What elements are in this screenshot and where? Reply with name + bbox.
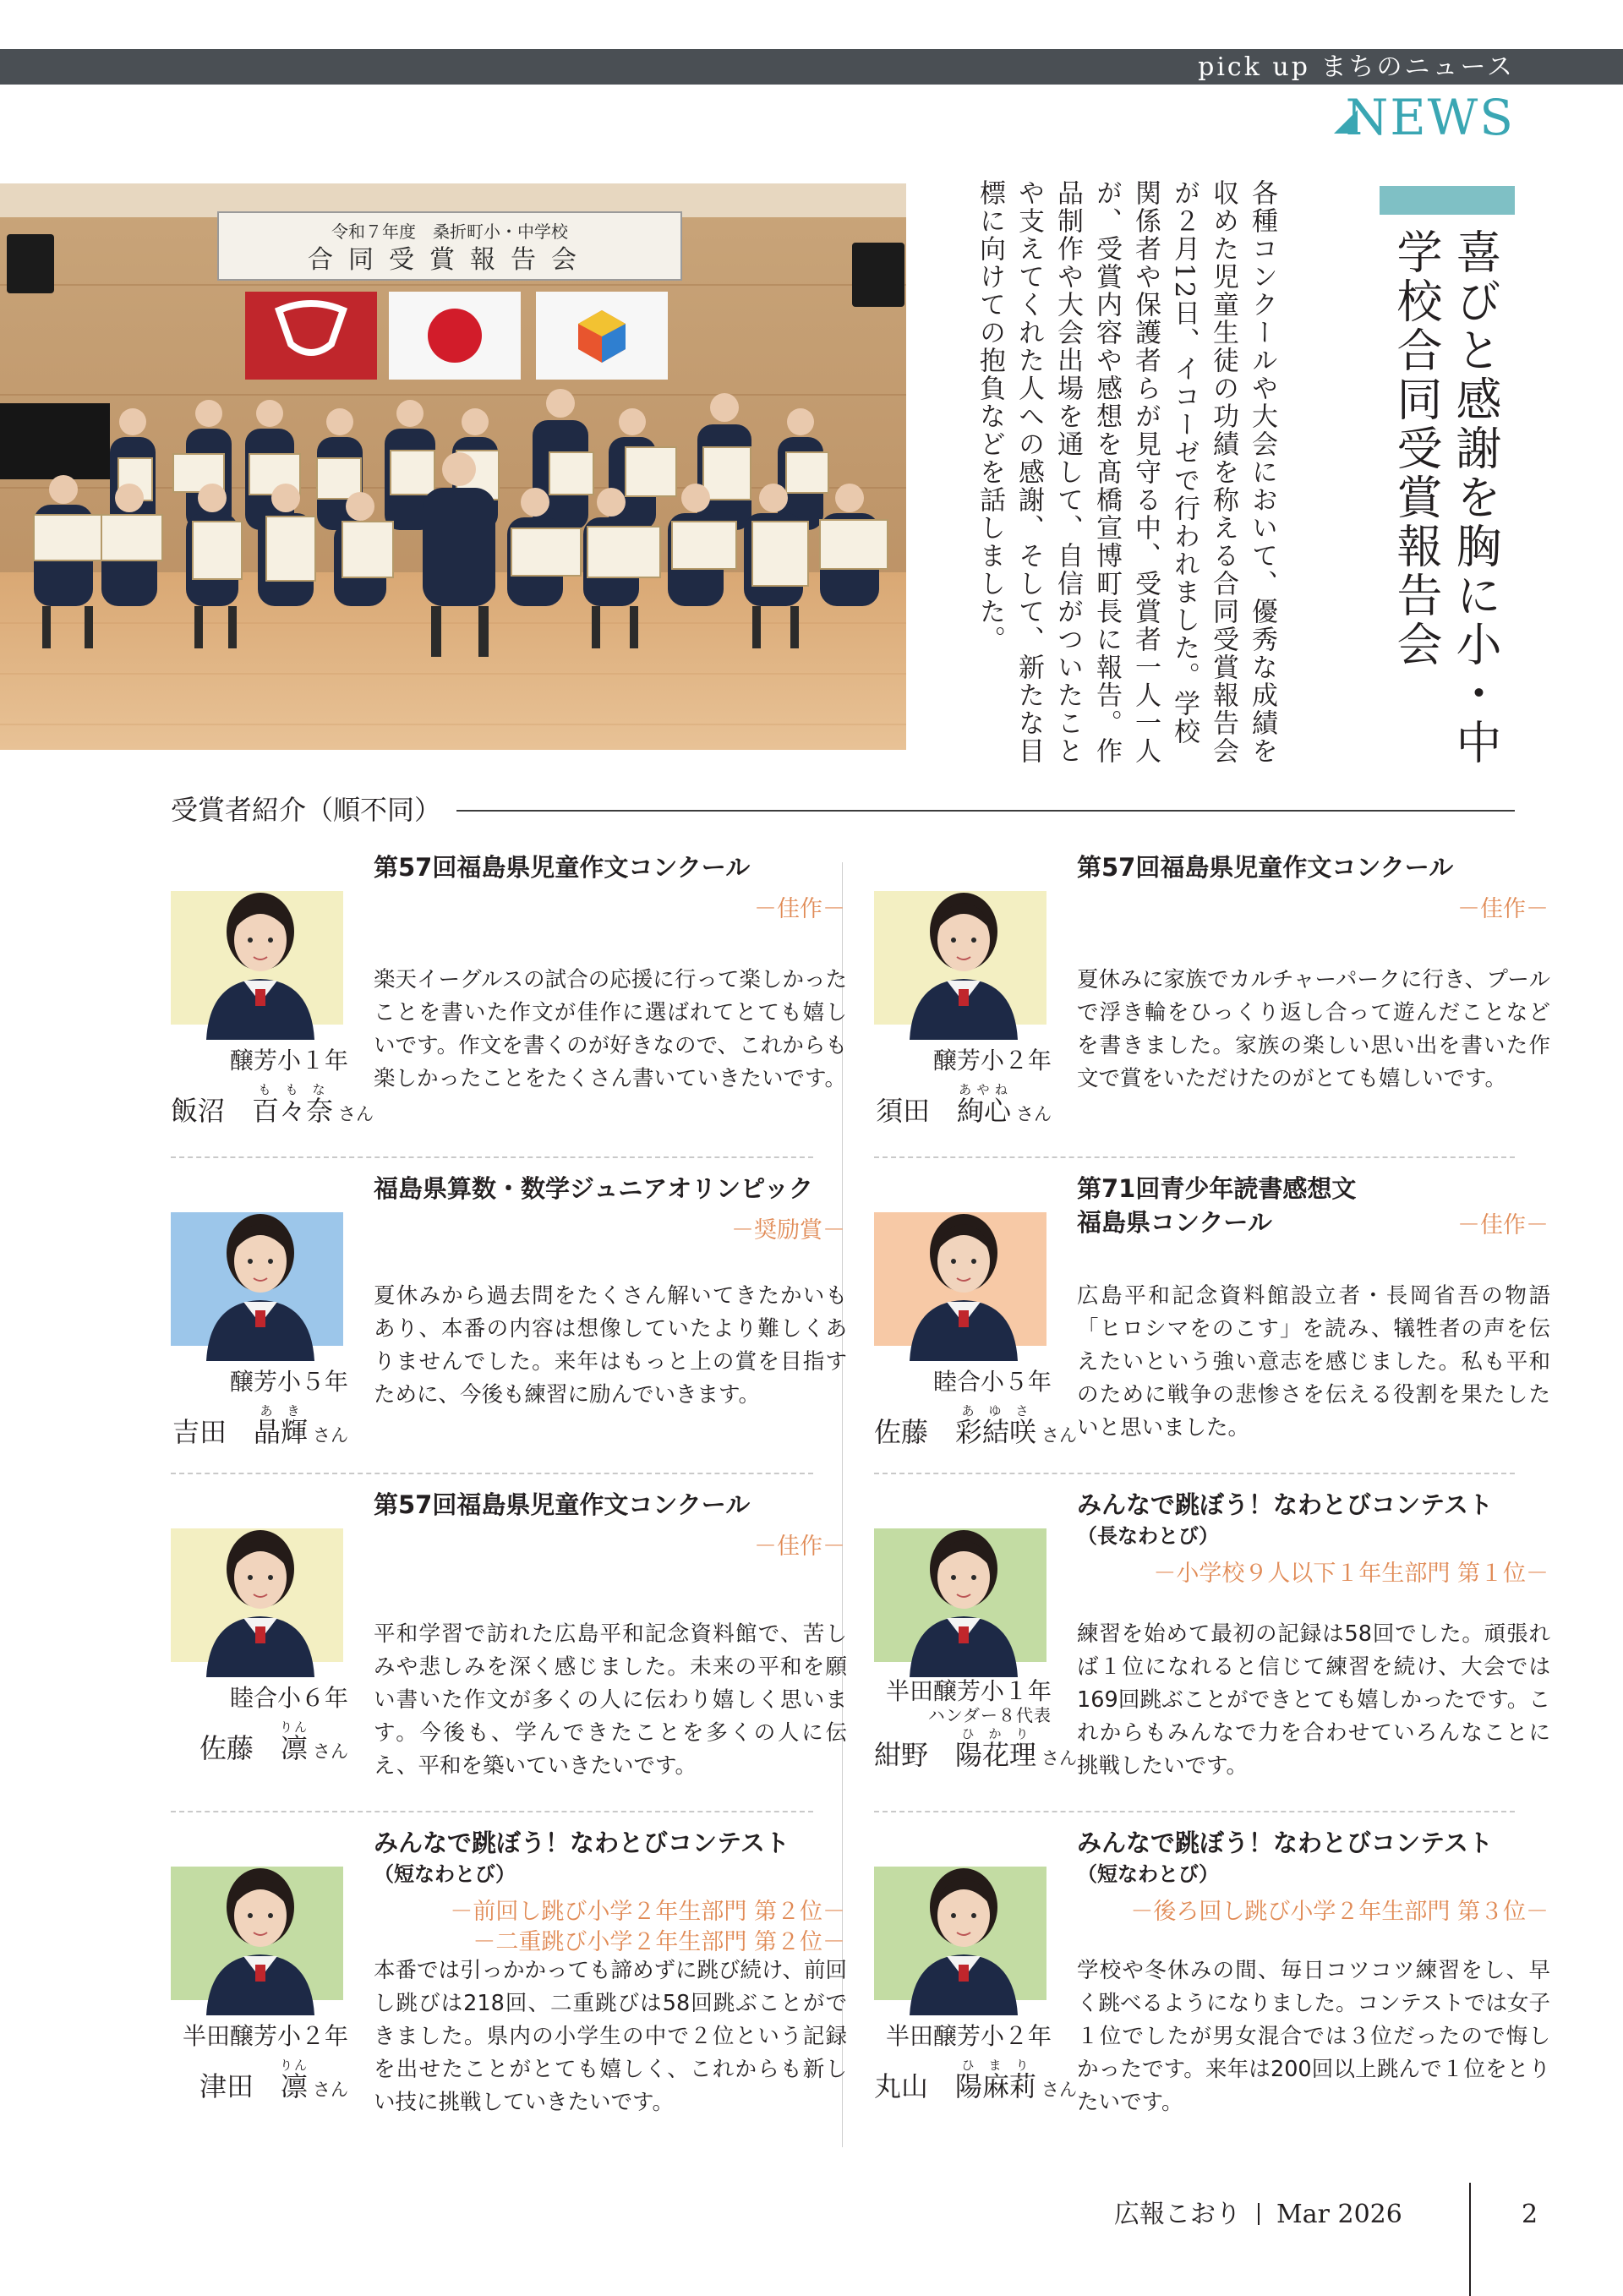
ceremony-photo [0, 183, 906, 750]
award-dash-left: － [731, 1217, 754, 1244]
award-contest-title: みんなで跳ぼう！なわとびコンテスト [1077, 1490, 1493, 1519]
award-dash-right: － [822, 896, 845, 922]
award-contest-title: みんなで跳ぼう！なわとびコンテスト [374, 1829, 790, 1857]
award-dash-right: － [1526, 1212, 1549, 1238]
awardee-name-reading: りん [279, 1719, 309, 1735]
award-contest-title: （短なわとび） [374, 1862, 516, 1886]
awardee-name-reading: あき [253, 1403, 308, 1419]
award-contest-title: 第57回福島県児童作文コンクール [1077, 853, 1454, 882]
award-dash-left: － [754, 1533, 777, 1560]
awardee-given-name-text: 凛 [279, 1732, 309, 1764]
article-headline: 喜びと感謝を胸に小・中学校合同受賞報告会 [1390, 228, 1502, 768]
issue-date: Mar 2026 [1276, 2200, 1402, 2229]
row-divider [874, 1811, 1515, 1812]
awardee-comment: 学校や冬休みの間、毎日コツコツ練習をし、早く跳べるようになりました。コンテストでは女子１位でしたが男女混合では３位だったので悔しかったです。来年は200回以上跳んで１位をとりたいです。 [1077, 1958, 1550, 2115]
awardee-given-name-text: 陽麻莉 [955, 2070, 1037, 2102]
award-rank [1077, 1211, 1549, 1241]
awardee-honorific: さん [1016, 1104, 1052, 1124]
awardee-given-name-text: 陽花理 [955, 1739, 1037, 1771]
banner-line1: 令和７年度 桑折町小・中学校 [331, 221, 568, 242]
award-rank [374, 894, 845, 925]
awardee-family-name: 吉田 [172, 1416, 227, 1448]
awardee-name-reading: りん [279, 2058, 309, 2073]
awardee-given-name-text: 絢心 [956, 1095, 1011, 1127]
awardee-name-reading: ひかり [955, 1726, 1037, 1741]
awardee-name-reading: あやね [956, 1082, 1011, 1097]
awardee-given-name [955, 1726, 1037, 1771]
awardee-honorific: さん [313, 1741, 348, 1762]
award-rank [1077, 894, 1549, 925]
award-dash-right: － [1526, 1899, 1549, 1925]
awardee-school: 睦合小６年 [229, 1684, 348, 1712]
awardee-given-name-text: 晶輝 [253, 1416, 308, 1448]
awardee-school: 半田醸芳小２年 [885, 2022, 1052, 2050]
awardee-given-name-text: 彩結咲 [955, 1416, 1037, 1448]
row-divider [874, 1473, 1515, 1474]
award-dash-right: － [822, 1533, 845, 1560]
awardee-family-name: 佐藤 [874, 1416, 929, 1448]
awardee-team: ハンダー８代表 [927, 1705, 1052, 1725]
headline-accent-bar [1380, 186, 1515, 215]
awardee-comment: 夏休みから過去問をたくさん解いてきたかいもあり、本番の内容は想像していたより難しくありませんでした。来年はもっと上の賞を目指すために、今後も練習に励んでいきます。 [374, 1283, 847, 1408]
award-rank [374, 1927, 845, 1958]
award-dash-right: － [822, 1929, 845, 1955]
award-rank [1077, 1897, 1549, 1927]
awardee-given-name-text: 百々奈 [252, 1095, 334, 1127]
awardee-name-reading: ひまり [955, 2058, 1037, 2073]
row-divider [171, 1156, 813, 1158]
awardee-portrait [184, 1184, 336, 1361]
footer-rule [1469, 2183, 1471, 2296]
awardee-given-name [955, 2058, 1037, 2102]
awardee-name [171, 1403, 348, 1452]
awardee-honorific: さん [1041, 2080, 1078, 2100]
awardee-card [874, 1831, 1550, 2127]
award-rank-text: 奨励賞 [754, 1217, 822, 1244]
award-contest-title: 福島県コンクール [1077, 1208, 1272, 1237]
awardee-card [874, 853, 1550, 1151]
award-rank [374, 1216, 845, 1246]
awardee-name [171, 1719, 348, 1768]
awardees-heading: 受賞者紹介（順不同） [171, 794, 442, 826]
awardee-portrait [888, 1838, 1040, 2015]
awardee-given-name-text: 凛 [279, 2070, 309, 2102]
awardee-portrait [888, 862, 1040, 1040]
award-rank [374, 1897, 845, 1927]
awardee-portrait [184, 862, 336, 1040]
footer-separator [1258, 2203, 1260, 2225]
awardee-card [874, 1174, 1551, 1473]
awardee-school: 半田醸芳小１年 [885, 1677, 1052, 1705]
awardee-given-name [279, 2058, 309, 2102]
award-dash-right: － [1526, 896, 1549, 922]
award-dash-left: － [1457, 1212, 1480, 1238]
row-divider [874, 1156, 1515, 1158]
awardee-name [874, 1082, 1052, 1131]
award-dash-right: － [1526, 1561, 1549, 1587]
award-contest-title: 第57回福島県児童作文コンクール [374, 1490, 751, 1519]
awardee-comment: 練習を始めて最初の記録は58回でした。頑張れば１位になれると信じて練習を続け、大会では169回跳ぶことができとても嬉しかったです。これからもみんなで力を合わせていろんなことに挑戦したいです。 [1077, 1621, 1550, 1779]
awardee-comment: 夏休みに家族でカルチャーパークに行き、プールで浮き輪をひっくり返し合って遊んだことなどを書きました。家族の楽しい思い出を書いた作文で賞をいただけたのがとても嬉しいです。 [1077, 967, 1550, 1091]
award-rank-text: 佳作 [1480, 1212, 1526, 1238]
award-rank-text: 佳作 [777, 1533, 822, 1560]
award-dash-right: － [822, 1217, 845, 1244]
awardee-given-name [252, 1082, 334, 1127]
awardee-card [874, 1490, 1550, 1789]
banner-line2: 合同受賞報告会 [308, 245, 592, 275]
awardee-school: 半田醸芳小２年 [182, 2022, 348, 2050]
awardee-name [171, 1082, 374, 1131]
awardee-honorific: さん [1041, 1748, 1078, 1768]
awardee-name [874, 2058, 1078, 2107]
news-label: NEWS [1345, 89, 1515, 146]
award-dash-left: － [473, 1929, 496, 1955]
awardee-card [171, 1490, 847, 1789]
award-rank-text: 佳作 [777, 896, 822, 922]
awardee-card [171, 853, 847, 1151]
section-label: pick up まちのニュース [1198, 52, 1515, 82]
awardee-honorific: さん [313, 2080, 348, 2100]
awardee-family-name: 飯沼 [171, 1095, 226, 1127]
awardee-comment: 広島平和記念資料館設立者・長岡省吾の物語「ヒロシマをのこす」を読み、犠牲者の声を伝えたいという強い意志を感じました。私も平和のために戦争の悲惨さを伝える役割を果たしたいと思いました。 [1077, 1283, 1551, 1440]
awardee-name-reading: ももな [252, 1082, 334, 1097]
awardee-portrait [888, 1500, 1040, 1677]
awardee-portrait [888, 1184, 1040, 1361]
awardee-family-name: 須田 [875, 1095, 930, 1127]
award-contest-title: （短なわとび） [1077, 1862, 1219, 1886]
awardee-honorific: さん [313, 1425, 348, 1446]
award-rank [374, 1532, 845, 1562]
awardee-comment: 楽天イーグルスの試合の応援に行って楽しかったことを書いた作文が佳作に選ばれてとても嬉しいです。作文を書くのが好きなので、これからも楽しかったことをたくさん書いていきたいです。 [374, 967, 847, 1091]
awardee-card [171, 1174, 847, 1473]
publication-name: 広報こおり [1114, 2200, 1241, 2229]
award-rank [1077, 1559, 1549, 1589]
award-rank-text: 二重跳び小学２年生部門 第２位 [495, 1929, 822, 1955]
award-rank-text: 佳作 [1480, 896, 1526, 922]
award-contest-title: 第71回青少年読書感想文 [1077, 1174, 1357, 1203]
award-rank-text: 前回し跳び小学２年生部門 第２位 [473, 1899, 822, 1925]
awardee-card [171, 1831, 847, 2127]
awardee-school: 醸芳小５年 [229, 1368, 348, 1396]
award-dash-left: － [450, 1899, 473, 1925]
award-dash-left: － [754, 896, 777, 922]
article-body: 各種コンクールや大会において、優秀な成績を収めた児童生徒の功績を称える合同受賞報告会が２月12日、イコーゼで行われました。学校関係者や保護者らが見守る中、受賞者一人一人が、受賞内容や感想を髙橋宣博町長に報告。作品制作や大会出場を通して、自信がついたことや支えてくれた人への感謝、そして、新たな目標に向けての抱負などを話しました。 [975, 179, 1277, 765]
award-dash-left: － [1153, 1561, 1177, 1587]
awardee-given-name [279, 1719, 309, 1764]
awardee-given-name [956, 1082, 1011, 1127]
awardee-family-name: 佐藤 [199, 1732, 254, 1764]
award-dash-right: － [822, 1899, 845, 1925]
awardee-family-name: 丸山 [874, 2070, 929, 2102]
awardee-honorific: さん [1041, 1425, 1078, 1446]
row-divider [171, 1473, 813, 1474]
award-dash-left: － [1457, 896, 1480, 922]
award-rank-text: 小学校９人以下１年生部門 第１位 [1176, 1561, 1526, 1587]
awardee-given-name [955, 1403, 1037, 1448]
award-rank-text: 後ろ回し跳び小学２年生部門 第３位 [1153, 1899, 1526, 1925]
awardee-honorific: さん [338, 1104, 374, 1124]
awardee-portrait [184, 1500, 336, 1677]
awardee-given-name [253, 1403, 308, 1448]
award-dash-left: － [1130, 1899, 1154, 1925]
awardee-family-name: 紺野 [874, 1739, 929, 1771]
awardee-name [171, 2058, 348, 2107]
award-contest-title: （長なわとび） [1077, 1524, 1219, 1548]
awardee-name-reading: あゆさ [955, 1403, 1037, 1419]
awardees-heading-rule [456, 810, 1515, 812]
page-number: 2 [1522, 2200, 1538, 2229]
awardee-school: 醸芳小２年 [932, 1047, 1052, 1074]
awardee-name [874, 1726, 1078, 1775]
footer-publication [1114, 2198, 1402, 2232]
awardee-comment: 平和学習で訪れた広島平和記念資料館で、苦しみや悲しみを深く感じました。未来の平和を願い書いた作文が多くの人に伝わり嬉しく思います。今後も、学んできたことを多くの人に伝え、平和を築いていきたいです。 [374, 1621, 847, 1779]
awardee-portrait [184, 1838, 336, 2015]
award-contest-title: 福島県算数・数学ジュニアオリンピック [374, 1174, 813, 1203]
row-divider [171, 1811, 813, 1812]
awardee-school: 睦合小５年 [932, 1368, 1052, 1396]
award-contest-title: みんなで跳ぼう！なわとびコンテスト [1077, 1829, 1493, 1857]
awardee-school: 醸芳小１年 [229, 1047, 348, 1074]
awardee-comment: 本番では引っかかっても諦めずに跳び続け、前回し跳びは218回、二重跳びは58回跳ぶことができました。県内の小学生の中で２位という記録を出せたことがとても嬉しく、これからも新しい技に挑戦していきたいです。 [374, 1958, 847, 2115]
award-contest-title: 第57回福島県児童作文コンクール [374, 853, 751, 882]
awardee-family-name: 津田 [199, 2070, 254, 2102]
awardee-name [874, 1403, 1078, 1452]
